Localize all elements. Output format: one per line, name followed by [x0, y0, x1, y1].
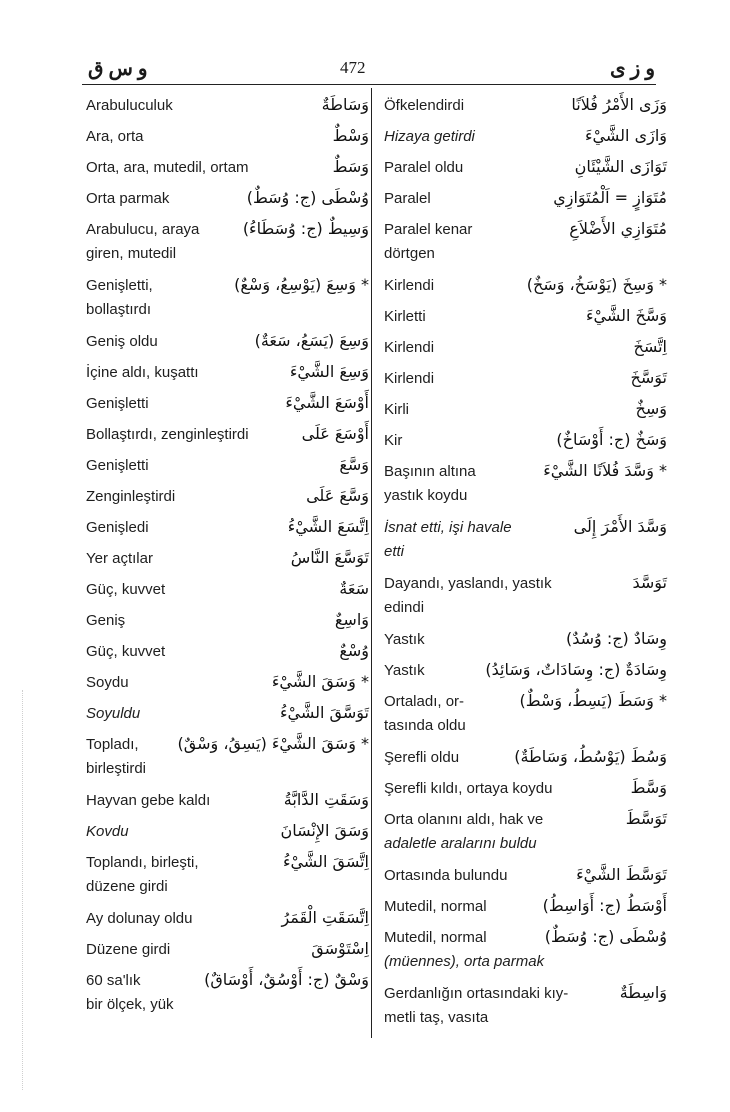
dictionary-entry: [86, 152, 369, 183]
arabic-headword: وَسَّعَ عَلَى: [302, 484, 369, 508]
dictionary-entry: [86, 450, 369, 481]
dictionary-entry: [384, 214, 667, 270]
margin-dots: [22, 690, 25, 1090]
dictionary-entry: [384, 624, 667, 655]
dictionary-entry: [86, 903, 369, 934]
right-column: [384, 90, 667, 1034]
meaning-line: Arabuluculuk: [86, 97, 173, 114]
dictionary-entry: [384, 742, 667, 773]
dictionary-entry: [86, 326, 369, 357]
arabic-headword: وَزَى الأَمْرُ فُلاَنًا: [567, 93, 667, 117]
meaning-line: Topladı,: [86, 736, 139, 753]
arabic-headword: اِتَّسَعَ الشَّيْءُ: [284, 515, 369, 539]
meaning-line: Kirlendi: [384, 339, 435, 356]
dictionary-entry: [86, 512, 369, 543]
dictionary-entry: [86, 605, 369, 636]
meaning-line: Arabulucu, araya: [86, 221, 200, 238]
arabic-headword: وَسَقَ الإِنْسَانَ: [277, 819, 369, 843]
meaning-line-continued: dörtgen: [384, 245, 435, 262]
arabic-headword: * وَسِعَ (يَوْسِعُ، وَسْعٌ): [230, 273, 369, 297]
dictionary-entry: [86, 183, 369, 214]
meaning-line: Kirlendi: [384, 277, 435, 294]
arabic-headword: وَسْقٌ (ج: أَوْسُقٌ، أَوْسَاقٌ): [200, 968, 369, 992]
meaning-line-continued: düzene girdi: [86, 878, 168, 895]
meaning-line-continued: (müennes), orta parmak: [384, 953, 545, 970]
turkish-meaning: [384, 332, 667, 363]
meaning-line: Kirletti: [384, 308, 426, 325]
meaning-line-continued: edindi: [384, 599, 425, 616]
meaning-line: Yastık: [384, 631, 425, 648]
dictionary-entry: [86, 419, 369, 450]
arabic-headword: مُتَوَازٍ = اَلْمُتَوَازِي: [549, 186, 667, 210]
meaning-line-continued: adaletle aralarını buldu: [384, 835, 537, 852]
arabic-headword: وَسَّعَ: [335, 453, 369, 477]
left-column: [86, 90, 369, 1021]
meaning-line: Soyuldu: [86, 705, 141, 722]
arabic-headword: وَسِعَ الشَّيْءَ: [286, 360, 369, 384]
dictionary-entry: [86, 121, 369, 152]
meaning-line: Toplandı, birleşti,: [86, 854, 199, 871]
meaning-line: Paralel: [384, 190, 431, 207]
dictionary-entry: [384, 332, 667, 363]
meaning-line: Şerefli oldu: [384, 749, 460, 766]
meaning-line: Ara, orta: [86, 128, 144, 145]
meaning-line: Geniş: [86, 612, 126, 629]
turkish-meaning: [86, 152, 369, 183]
arabic-headword: وِسَادَةٌ (ج: وِسَادَاتٌ، وَسَائِدُ): [481, 658, 667, 682]
meaning-line-continued: tasında oldu: [384, 717, 466, 734]
arabic-headword: تَوَسَّعَ النَّاسُ: [287, 546, 369, 570]
dictionary-entry: [86, 574, 369, 605]
dictionary-entry: [86, 270, 369, 326]
dictionary-entry: [384, 394, 667, 425]
dictionary-entry: [86, 729, 369, 785]
arabic-headword: وَاسِعٌ: [331, 608, 369, 632]
arabic-headword: اِتَّسَخَ: [630, 335, 668, 359]
turkish-meaning: [86, 121, 369, 152]
turkish-meaning: [86, 605, 369, 636]
arabic-headword: وَسَّخَ الشَّيْءَ: [582, 304, 667, 328]
dictionary-entry: [384, 655, 667, 686]
dictionary-entry: [86, 816, 369, 847]
dictionary-entry: [384, 568, 667, 624]
arabic-headword: وَسَطٌ: [329, 155, 369, 179]
arabic-headword: وَسِخٌ: [632, 397, 667, 421]
meaning-line: Hayvan gebe kaldı: [86, 792, 211, 809]
meaning-line: İsnat etti, işi havale: [384, 519, 512, 536]
meaning-line: Şerefli kıldı, ortaya koydu: [384, 780, 553, 797]
meaning-line: Gerdanlığın ortasındaki kıy-: [384, 985, 569, 1002]
meaning-line-continued: bir ölçek, yük: [86, 996, 174, 1013]
turkish-meaning: [384, 363, 667, 394]
meaning-line: Düzene girdi: [86, 941, 171, 958]
meaning-line: Genişletti,: [86, 277, 153, 294]
meaning-line: Bollaştırdı, zenginleştirdi: [86, 426, 249, 443]
arabic-headword: وَازَى الشَّيْءَ: [581, 124, 667, 148]
meaning-line: İçine aldı, kuşattı: [86, 364, 199, 381]
arabic-headword: أَوْسَعَ الشَّيْءَ: [281, 391, 369, 415]
arabic-headword: أَوْسَعَ عَلَى: [298, 422, 369, 446]
column-divider: [371, 88, 372, 1038]
meaning-line: Güç, kuvvet: [86, 643, 166, 660]
turkish-meaning: [86, 636, 369, 667]
arabic-headword: اِسْتَوْسَقَ: [307, 937, 369, 961]
turkish-meaning: [384, 394, 667, 425]
turkish-meaning: [384, 568, 667, 620]
meaning-line: Mutedil, normal: [384, 898, 487, 915]
dictionary-entry: [384, 773, 667, 804]
arabic-headword: وَسُطَ (يَوْسُطُ، وَسَاطَةٌ): [510, 745, 667, 769]
header-rule: [82, 84, 656, 85]
meaning-line: Güç, kuvvet: [86, 581, 166, 598]
dictionary-entry: [384, 891, 667, 922]
arabic-headword: * وَسَطَ (يَسِطُ، وَسْطٌ): [516, 689, 667, 713]
turkish-meaning: [384, 773, 667, 804]
meaning-line: Ay dolunay oldu: [86, 910, 193, 927]
dictionary-entry: [86, 357, 369, 388]
meaning-line-continued: birleştirdi: [86, 760, 147, 777]
dictionary-entry: [86, 785, 369, 816]
arabic-headword: تَوَسَّقَ الشَّيْءُ: [276, 701, 369, 725]
dictionary-entry: [86, 667, 369, 698]
arabic-headword: تَوَسَّطَ الشَّيْءَ: [572, 863, 667, 887]
dictionary-entry: [86, 214, 369, 270]
arabic-headword: وِسَادٌ (ج: وُسُدٌ): [562, 627, 667, 651]
meaning-line: Orta olanını aldı, hak ve: [384, 811, 544, 828]
arabic-headword: وَسَّدَ الأَمْرَ إِلَى: [570, 515, 667, 539]
meaning-line: Kovdu: [86, 823, 129, 840]
arabic-headword: * وَسَقَ الشَّيْءَ: [268, 670, 369, 694]
meaning-line: Paralel oldu: [384, 159, 464, 176]
arabic-headword: وَسَّطَ: [627, 776, 667, 800]
meaning-line: Kirli: [384, 401, 409, 418]
dictionary-entry: [86, 90, 369, 121]
dictionary-entry: [86, 698, 369, 729]
meaning-line: Kirlendi: [384, 370, 435, 387]
arabic-headword: مُتَوَازِي الأَضْلاَعِ: [565, 217, 667, 241]
arabic-headword: * وَسَّدَ فُلاَنًا الشَّيْءَ: [539, 459, 667, 483]
meaning-line: Başının altına: [384, 463, 476, 480]
meaning-line: Orta parmak: [86, 190, 170, 207]
arabic-headword: سَعَةٌ: [335, 577, 369, 601]
dictionary-entry: [384, 121, 667, 152]
arabic-headword: اِتَّسَقَ الشَّيْءُ: [279, 850, 369, 874]
arabic-headword: وُسْعٌ: [335, 639, 369, 663]
meaning-line: Soydu: [86, 674, 129, 691]
meaning-line-continued: giren, mutedil: [86, 245, 177, 262]
arabic-headword: وُسْطَى (ج: وُسَطٌ): [541, 925, 667, 949]
arabic-headword: تَوَسَّطَ: [622, 807, 667, 831]
arabic-headword: وَسِيطٌ (ج: وُسَطَاءُ): [239, 217, 369, 241]
meaning-line: Zenginleştirdi: [86, 488, 176, 505]
dictionary-entry: [384, 922, 667, 978]
arabic-headword: وَسِعَ (يَسَعُ، سَعَةٌ): [251, 329, 369, 353]
arabic-headword: وَسَقَتِ الدَّابَّةُ: [280, 788, 369, 812]
dictionary-entry: [384, 363, 667, 394]
arabic-headword: اِتَّسَقَتِ الْقَمَرُ: [277, 906, 369, 930]
dictionary-entry: [86, 847, 369, 903]
arabic-headword: وَسْطٌ: [329, 124, 369, 148]
arabic-headword: وَسَاطَةٌ: [318, 93, 369, 117]
meaning-line: Yer açtılar: [86, 550, 153, 567]
meaning-line: Kir: [384, 432, 403, 449]
meaning-line: Dayandı, yaslandı, yastık: [384, 575, 552, 592]
meaning-line: Öfkelendirdi: [384, 97, 465, 114]
meaning-line-continued: metli taş, vasıta: [384, 1009, 489, 1026]
meaning-line: Genişletti: [86, 395, 149, 412]
meaning-line: Mutedil, normal: [384, 929, 487, 946]
dictionary-entry: [384, 860, 667, 891]
dictionary-entry: [86, 965, 369, 1021]
dictionary-entry: [86, 543, 369, 574]
dictionary-entry: [384, 152, 667, 183]
arabic-headword: وَسَخٌ (ج: أَوْسَاخٌ): [552, 428, 667, 452]
meaning-line: 60 sa'lık: [86, 972, 141, 989]
dictionary-entry: [384, 978, 667, 1034]
dictionary-entry: [384, 301, 667, 332]
meaning-line: Hizaya getirdi: [384, 128, 475, 145]
dictionary-entry: [384, 90, 667, 121]
meaning-line: Ortaladı, or-: [384, 693, 465, 710]
arabic-headword: وَاسِطَةٌ: [616, 981, 667, 1005]
meaning-line: Yastık: [384, 662, 425, 679]
dictionary-entry: [384, 686, 667, 742]
dictionary-entry: [384, 183, 667, 214]
arabic-headword: وُسْطَى (ج: وُسَطٌ): [243, 186, 369, 210]
dictionary-entry: [86, 934, 369, 965]
arabic-headword: * وَسَقَ الشَّيْءَ (يَسِقُ، وَسْقٌ): [174, 732, 369, 756]
dictionary-entry: [384, 270, 667, 301]
meaning-line-continued: yastık koydu: [384, 487, 468, 504]
arabic-headword: تَوَسَّخَ: [627, 366, 667, 390]
dictionary-entry: [86, 481, 369, 512]
meaning-line-continued: etti: [384, 543, 405, 560]
header-left-letters: و س ق: [88, 58, 148, 80]
arabic-headword: أَوْسَطُ (ج: أَوَاسِطُ): [539, 894, 667, 918]
arabic-headword: تَوَازَى الشَّيْئَانِ: [571, 155, 667, 179]
meaning-line: Genişledi: [86, 519, 149, 536]
meaning-line: Paralel kenar: [384, 221, 473, 238]
arabic-headword: * وَسِخَ (يَوْسَخُ، وَسَخٌ): [523, 273, 667, 297]
dictionary-entry: [384, 456, 667, 512]
turkish-meaning: [86, 574, 369, 605]
meaning-line: Genişletti: [86, 457, 149, 474]
page-number: 472: [340, 58, 366, 77]
dictionary-entry: [86, 388, 369, 419]
meaning-line: Ortasında bulundu: [384, 867, 508, 884]
dictionary-entry: [384, 512, 667, 568]
dictionary-entry: [384, 804, 667, 860]
dictionary-entry: [86, 636, 369, 667]
header-right-letters: و ز ى: [610, 58, 655, 80]
meaning-line: Orta, ara, mutedil, ortam: [86, 159, 249, 176]
meaning-line-continued: bollaştırdı: [86, 301, 152, 318]
arabic-headword: تَوَسَّدَ: [628, 571, 667, 595]
dictionary-entry: [384, 425, 667, 456]
meaning-line: Geniş oldu: [86, 333, 158, 350]
turkish-meaning: [86, 450, 369, 481]
